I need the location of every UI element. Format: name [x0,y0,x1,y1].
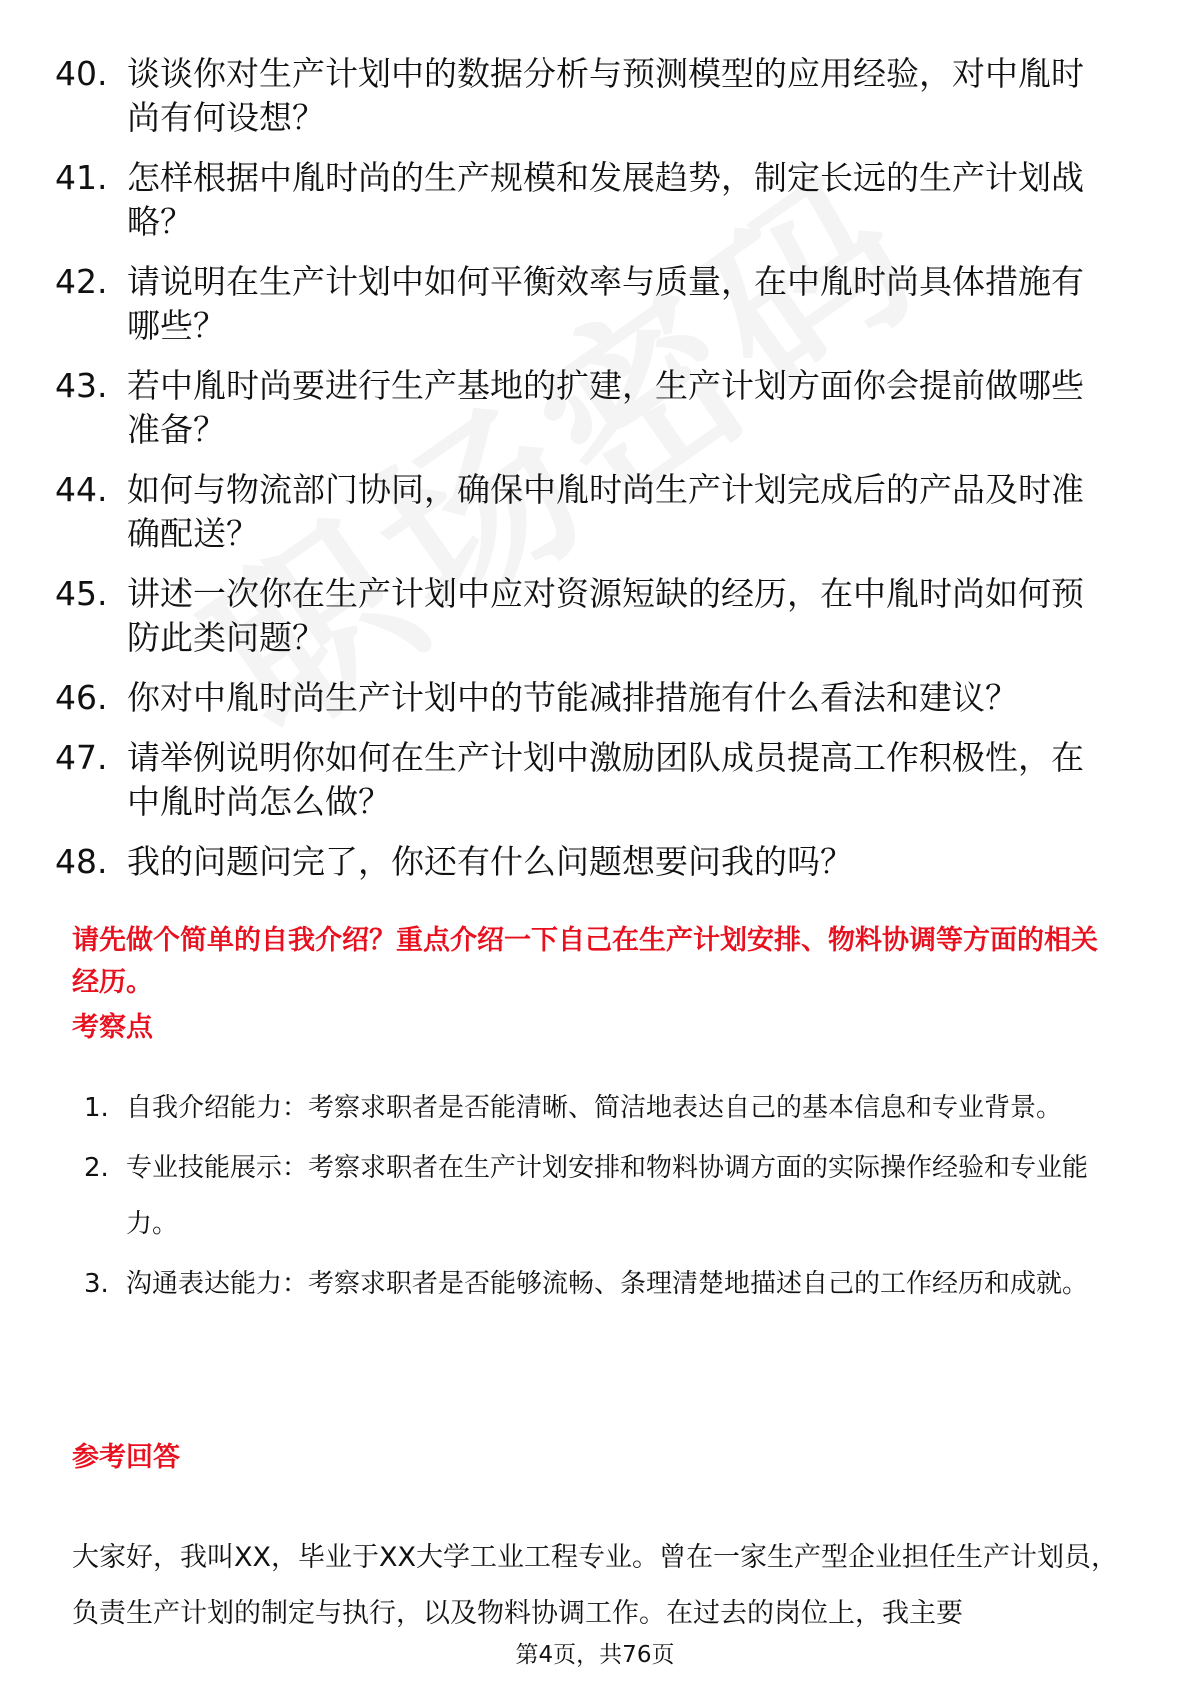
question-text: 谈谈你对生产计划中的数据分析与预测模型的应用经验，对中胤时尚有何设想？ [127,54,1084,137]
exam-point-number: 3. [84,1269,109,1299]
question-item [55,468,1115,556]
question-item [55,572,1115,660]
exam-point-item [84,1256,1124,1312]
question-item [55,364,1115,452]
question-number: 40. [55,54,108,93]
exam-point-number: 2. [84,1153,109,1183]
exam-point-text: 沟通表达能力：考察求职者是否能够流畅、条理清楚地描述自己的工作经历和成就。 [126,1269,1089,1299]
question-text: 我的问题问完了，你还有什么问题想要问我的吗？ [127,842,853,881]
question-number: 48. [55,842,108,881]
interview-question-heading: 请先做个简单的自我介绍？重点介绍一下自己在生产计划安排、物料协调等方面的相关经历。 [72,925,1098,998]
question-number: 42. [55,262,108,301]
question-number: 43. [55,366,108,405]
question-text: 你对中胤时尚生产计划中的节能减排措施有什么看法和建议？ [127,678,1018,717]
exam-points-heading: 考察点 [72,1012,153,1043]
question-number: 46. [55,678,108,717]
question-number: 44. [55,470,108,509]
reference-answer-heading: 参考回答 [72,1442,180,1473]
question-item [55,736,1115,824]
question-number: 47. [55,738,108,777]
question-text: 讲述一次你在生产计划中应对资源短缺的经历，在中胤时尚如何预防此类问题？ [127,574,1084,657]
question-text: 怎样根据中胤时尚的生产规模和发展趋势，制定长远的生产计划战略？ [127,158,1084,241]
question-text: 如何与物流部门协同，确保中胤时尚生产计划完成后的产品及时准确配送？ [127,470,1084,553]
exam-points-list [84,1080,1124,1316]
exam-point-text: 专业技能展示：考察求职者在生产计划安排和物料协调方面的实际操作经验和专业能力。 [126,1153,1089,1239]
question-number: 41. [55,158,108,197]
question-item [55,52,1115,140]
question-item [55,840,1115,884]
exam-point-item [84,1140,1124,1252]
exam-point-text: 自我介绍能力：考察求职者是否能清晰、简洁地表达自己的基本信息和专业背景。 [126,1093,1063,1123]
question-text: 请举例说明你如何在生产计划中激励团队成员提高工作积极性，在中胤时尚怎么做？ [127,738,1084,821]
question-number: 45. [55,574,108,613]
question-item [55,260,1115,348]
page-footer: 第4页，共76页 [515,1642,675,1668]
question-text: 请说明在生产计划中如何平衡效率与质量，在中胤时尚具体措施有哪些？ [127,262,1084,345]
reference-answer-text: 大家好，我叫XX，毕业于XX大学工业工程专业。曾在一家生产型企业担任生产计划员，负责生产计划的制定与执行，以及物料协调工作。在过去的岗位上，我主要 [72,1542,1118,1629]
exam-point-number: 1. [84,1093,109,1123]
question-item [55,156,1115,244]
question-text: 若中胤时尚要进行生产基地的扩建，生产计划方面你会提前做哪些准备？ [127,366,1084,449]
exam-point-item [84,1080,1124,1136]
question-item [55,676,1115,720]
question-list [55,52,1115,900]
